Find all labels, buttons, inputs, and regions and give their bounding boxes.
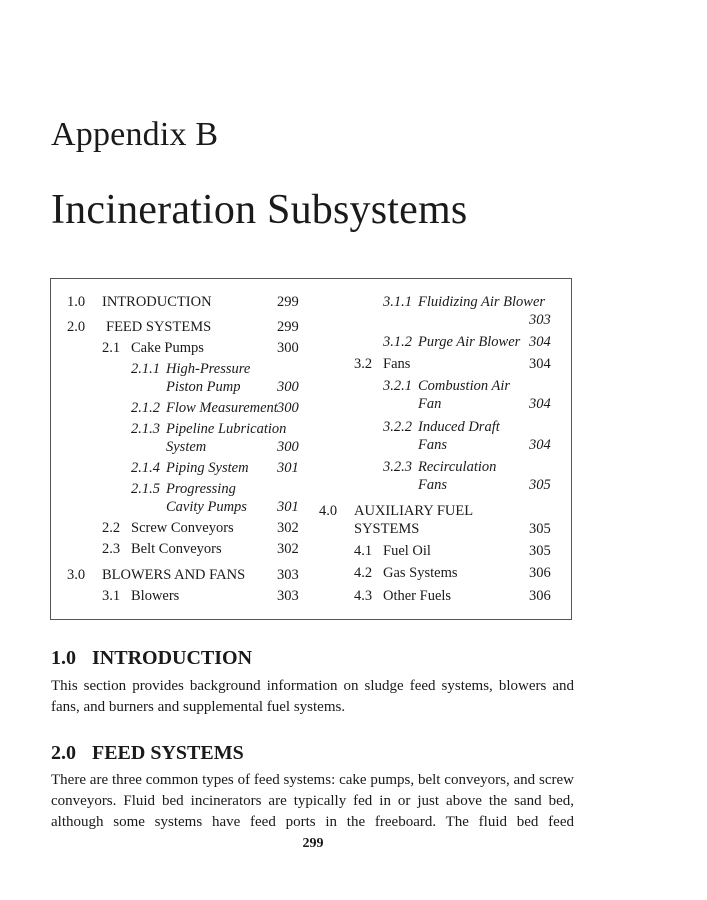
toc-entry-induced-draft: Induced Draft: [418, 419, 500, 435]
section-number: 2.0: [51, 742, 76, 764]
toc-num: 2.1.5: [131, 481, 160, 497]
toc-entry-piping-system: Piping System: [166, 460, 249, 476]
toc-num: 3.0: [67, 567, 86, 583]
toc-entry-piston-pump: Piston Pump: [166, 379, 241, 395]
toc-page: 301: [277, 460, 299, 476]
toc-page: 302: [277, 520, 299, 536]
toc-page: 299: [277, 294, 299, 310]
toc-page: 300: [277, 439, 299, 455]
toc-entry-fans-sub: Fans: [418, 437, 447, 453]
toc-entry-gas-systems: Gas Systems: [383, 565, 458, 581]
page-number: 299: [302, 836, 324, 851]
toc-entry-purge-air-blower: Purge Air Blower: [418, 334, 521, 350]
toc-num: 2.1.1: [131, 361, 160, 377]
toc-num: 3.2: [354, 356, 373, 372]
toc-num: 2.3: [102, 541, 121, 557]
toc-entry-high-pressure: High-Pressure: [166, 361, 251, 377]
toc-entry-cake-pumps: Cake Pumps: [131, 340, 204, 356]
toc-entry-flow-measurement: Flow Measurement: [166, 400, 278, 416]
section-heading-introduction: [51, 647, 252, 670]
toc-entry-recirculation: Recirculation: [418, 459, 497, 475]
toc-page: 304: [529, 356, 551, 372]
toc-entry-blowers-and-fans: BLOWERS AND FANS: [102, 567, 246, 583]
toc-num: 2.1.2: [131, 400, 160, 416]
toc-num: 3.1: [102, 588, 121, 604]
toc-entry-other-fuels: Other Fuels: [383, 588, 452, 604]
toc-num: 4.1: [354, 543, 373, 559]
toc-num: 4.2: [354, 565, 373, 581]
toc-page: 305: [529, 521, 551, 537]
toc-entry-cavity-pumps: Cavity Pumps: [166, 499, 247, 515]
toc-entry-belt-conveyors: Belt Conveyors: [131, 541, 222, 557]
section-title: INTRODUCTION: [92, 647, 253, 669]
toc-page: 299: [277, 319, 299, 335]
toc-num: 1.0: [67, 294, 86, 310]
toc-entry-blowers: Blowers: [131, 588, 180, 604]
toc-page: 301: [277, 499, 299, 515]
toc-page: 300: [277, 340, 299, 356]
toc-num: 3.2.3: [383, 459, 412, 475]
toc-num: 3.1.2: [383, 334, 412, 350]
section-title: FEED SYSTEMS: [92, 742, 244, 764]
toc-page: 305: [529, 477, 551, 493]
toc-page: 304: [529, 334, 551, 350]
toc-num: 4.3: [354, 588, 373, 604]
chapter-title: Incineration Subsystems: [51, 187, 468, 233]
introduction-paragraph: This section provides background information on sludge feed systems, blowers and fans, and burners and supplemental fuel systems.: [51, 678, 574, 715]
toc-entry-introduction: INTRODUCTION: [102, 294, 212, 310]
toc-entry-fuel-oil: Fuel Oil: [383, 543, 431, 559]
section-number: 1.0: [51, 647, 76, 669]
toc-num: 2.1: [102, 340, 121, 356]
toc-entry-screw-conveyors: Screw Conveyors: [131, 520, 234, 536]
toc-entry-progressing: Progressing: [166, 481, 236, 497]
section-heading-feed-systems: [51, 742, 244, 765]
toc-num: 2.1.4: [131, 460, 160, 476]
toc-page: 300: [277, 400, 299, 416]
toc-entry-feed-systems: FEED SYSTEMS: [106, 319, 212, 335]
toc-entry-system: System: [166, 439, 207, 455]
toc-page: 304: [529, 396, 551, 412]
toc-page: 306: [529, 565, 551, 581]
toc-num: 3.2.2: [383, 419, 412, 435]
toc-num: 2.0: [67, 319, 86, 335]
toc-page: 300: [277, 379, 299, 395]
toc-entry-fans-recirc: Fans: [418, 477, 447, 493]
appendix-label: Appendix B: [51, 116, 219, 153]
toc-page: 306: [529, 588, 551, 604]
toc-page: 304: [529, 437, 551, 453]
toc-entry-systems: SYSTEMS: [354, 521, 420, 537]
toc-page: 305: [529, 543, 551, 559]
toc-num: 4.0: [319, 503, 338, 519]
toc-entry-combustion-air: Combustion Air: [418, 378, 510, 394]
toc-num: 3.2.1: [383, 378, 412, 394]
toc-page: 303: [277, 588, 299, 604]
toc-page: 302: [277, 541, 299, 557]
toc-entry-fan: Fan: [418, 396, 442, 412]
toc-page: 303: [277, 567, 299, 583]
table-of-contents: [50, 278, 572, 620]
feed-systems-paragraph: There are three common types of feed systems: cake pumps, belt conveyors, and screw conveyors. Fluid bed incinerators are typically fed in or just above the sand bed, although some systems have feed ports in the freeboard. The fluid bed feed: [51, 772, 574, 830]
toc-entry-pipeline-lubrication: Pipeline Lubrication: [166, 421, 287, 437]
toc-num: 2.1.3: [131, 421, 160, 437]
toc-num: 2.2: [102, 520, 121, 536]
toc-page: 303: [529, 312, 551, 328]
toc-entry-auxiliary-fuel: AUXILIARY FUEL: [354, 503, 474, 519]
toc-entry-fans: Fans: [383, 356, 411, 372]
toc-num: 3.1.1: [383, 294, 412, 310]
toc-entry-fluidizing-air-blower: Fluidizing Air Blower: [418, 294, 546, 310]
